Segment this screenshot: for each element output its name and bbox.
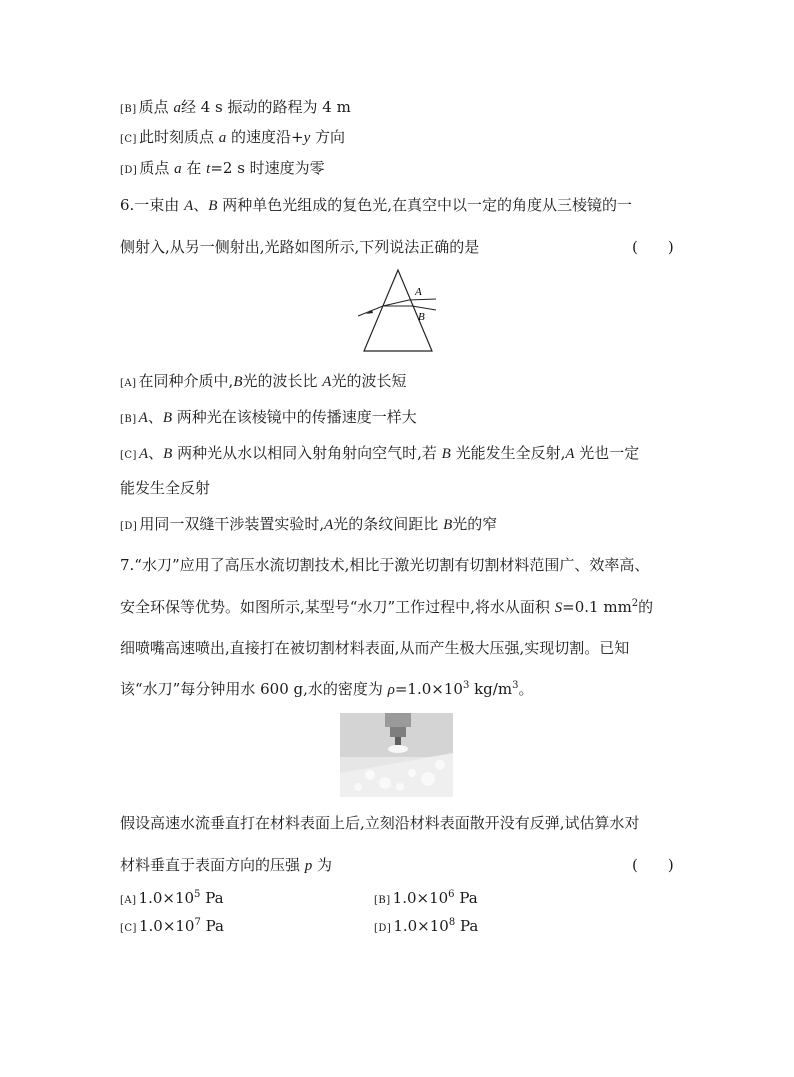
q7-stem-line1 (120, 555, 649, 575)
text: 光的窄 (452, 515, 498, 533)
text: 光的波长比 (242, 372, 323, 390)
text: 6.一束由 (120, 196, 185, 214)
text: 用同一双缝干涉装置实验时, (139, 515, 325, 533)
q7-option-b (374, 888, 478, 911)
text: Pa (200, 917, 224, 935)
text: 、 (148, 444, 164, 462)
prism-diagram (352, 268, 452, 354)
option-tag: [B] (120, 414, 137, 425)
text: Pa (454, 889, 478, 907)
variable: B (163, 446, 173, 462)
text: 此时刻质点 (138, 128, 219, 146)
text: 方向 (310, 128, 346, 146)
exponent: 3 (512, 680, 519, 691)
text: 假设高速水流垂直打在材料表面上后,立刻沿材料表面散开没有反弹,试估算水对 (120, 814, 640, 832)
q5-option-d (120, 158, 325, 181)
exponent: 3 (462, 680, 470, 691)
exponent: 2 (631, 598, 639, 609)
text: 1.0×10 (393, 917, 449, 935)
text: 经 4 s 振动的路程为 4 m (180, 98, 351, 116)
option-tag: [A] (120, 378, 137, 389)
q6-option-c-continued (120, 478, 210, 498)
exponent: 8 (448, 917, 456, 928)
text: 细喷嘴高速喷出,直接打在被切割材料表面,从而产生极大压强,实现切割。已知 (120, 639, 630, 657)
text: 能发生全反射 (120, 479, 211, 497)
option-tag: [D] (374, 923, 392, 934)
variable: A (138, 410, 148, 426)
variable: B (233, 374, 243, 390)
q7-option-a (120, 888, 224, 911)
variable: a (174, 161, 182, 177)
text: 材料垂直于表面方向的压强 (120, 856, 305, 874)
q7-option-c (120, 916, 224, 939)
q6-option-a (120, 371, 406, 394)
text: 为 (312, 856, 333, 874)
label-a: A (415, 286, 422, 298)
text: 、 (147, 408, 163, 426)
option-tag: [C] (120, 134, 137, 145)
text: 质点 (139, 159, 175, 177)
q5-option-c (120, 127, 345, 150)
text: =2 s 时速度为零 (210, 159, 325, 177)
answer-blank: ( ) (632, 238, 674, 256)
variable: ρ (387, 682, 395, 698)
q6-option-b (120, 407, 417, 430)
ray-a-out (409, 299, 436, 300)
water-jet-photo (340, 713, 453, 797)
label-b: B (418, 311, 425, 323)
text: 1.0×10 (392, 889, 449, 907)
text: 光也一定 (574, 444, 640, 462)
option-tag: [A] (120, 895, 137, 906)
text: Pa (455, 917, 479, 935)
q6-option-d (120, 514, 497, 537)
option-tag: [B] (374, 895, 391, 906)
text: 两种光从水以相同入射角射向空气时,若 (172, 444, 442, 462)
text: 1.0×10 (138, 917, 195, 935)
q7-stem-line2 (120, 597, 653, 618)
q6-option-c (120, 443, 639, 466)
text: 。 (518, 680, 534, 698)
ray-b-out (412, 306, 436, 310)
variable: A (322, 374, 332, 390)
exponent: 7 (194, 917, 201, 928)
option-tag: [C] (120, 450, 137, 461)
text: 安全环保等优势。如图所示,某型号“水刀”工作过程中,将水从面积 (120, 598, 555, 616)
variable: A (324, 517, 334, 533)
option-tag: [D] (120, 165, 138, 176)
variable: B (208, 198, 218, 214)
option-tag: [C] (120, 923, 137, 934)
q6-stem-line2 (120, 237, 479, 257)
variable: p (304, 858, 313, 874)
variable: B (441, 446, 451, 462)
variable: t (206, 161, 211, 177)
text: 的 (638, 598, 654, 616)
text: 光的波长短 (331, 372, 407, 390)
variable: A (138, 446, 149, 462)
q7-stem-line3 (120, 638, 629, 658)
text: =0.1 mm (562, 598, 632, 616)
exponent: 5 (194, 889, 201, 900)
q6-stem-line1 (120, 195, 632, 216)
text: 1.0×10 (138, 889, 195, 907)
text: 光的条纹间距比 (333, 515, 444, 533)
text: 两种光在该棱镜中的传播速度一样大 (172, 408, 417, 426)
q7-option-d (374, 916, 478, 939)
text: 两种单色光组成的复色光,在真空中以一定的角度从三棱镜的一 (217, 196, 632, 214)
text: kg/m (469, 680, 513, 698)
variable: A (184, 198, 194, 214)
variable: a (218, 130, 227, 146)
text: 质点 (138, 98, 174, 116)
photo-illustration (340, 713, 453, 797)
text: =1.0×10 (394, 680, 463, 698)
text: 7.“水刀”应用了高压水流切割技术,相比于激光切割有切割材料范围广、效率高、 (120, 556, 650, 574)
text: 该“水刀”每分钟用水 600 g,水的密度为 (120, 680, 388, 698)
q7-stem-line6 (120, 855, 332, 876)
ray-a-inside (383, 300, 409, 306)
text: 在同种介质中, (138, 372, 234, 390)
variable: A (565, 446, 575, 462)
variable: a (173, 100, 181, 116)
q7-stem-line5 (120, 813, 640, 833)
text: 、 (193, 196, 209, 214)
variable: B (162, 410, 173, 426)
variable: S (554, 600, 563, 616)
answer-blank: ( ) (632, 856, 674, 874)
q5-option-b (120, 97, 351, 120)
option-tag: [B] (120, 104, 137, 115)
variable: y (303, 130, 311, 146)
text: Pa (200, 889, 224, 907)
variable: B (443, 517, 453, 533)
exponent: 6 (448, 889, 455, 900)
text: 光能发生全反射, (450, 444, 566, 462)
q7-stem-line4 (120, 679, 533, 700)
text: 在 (181, 159, 207, 177)
text: 侧射入,从另一侧射出,光路如图所示,下列说法正确的是 (120, 238, 480, 256)
text: 的速度沿+ (226, 128, 304, 146)
option-tag: [D] (120, 521, 138, 532)
